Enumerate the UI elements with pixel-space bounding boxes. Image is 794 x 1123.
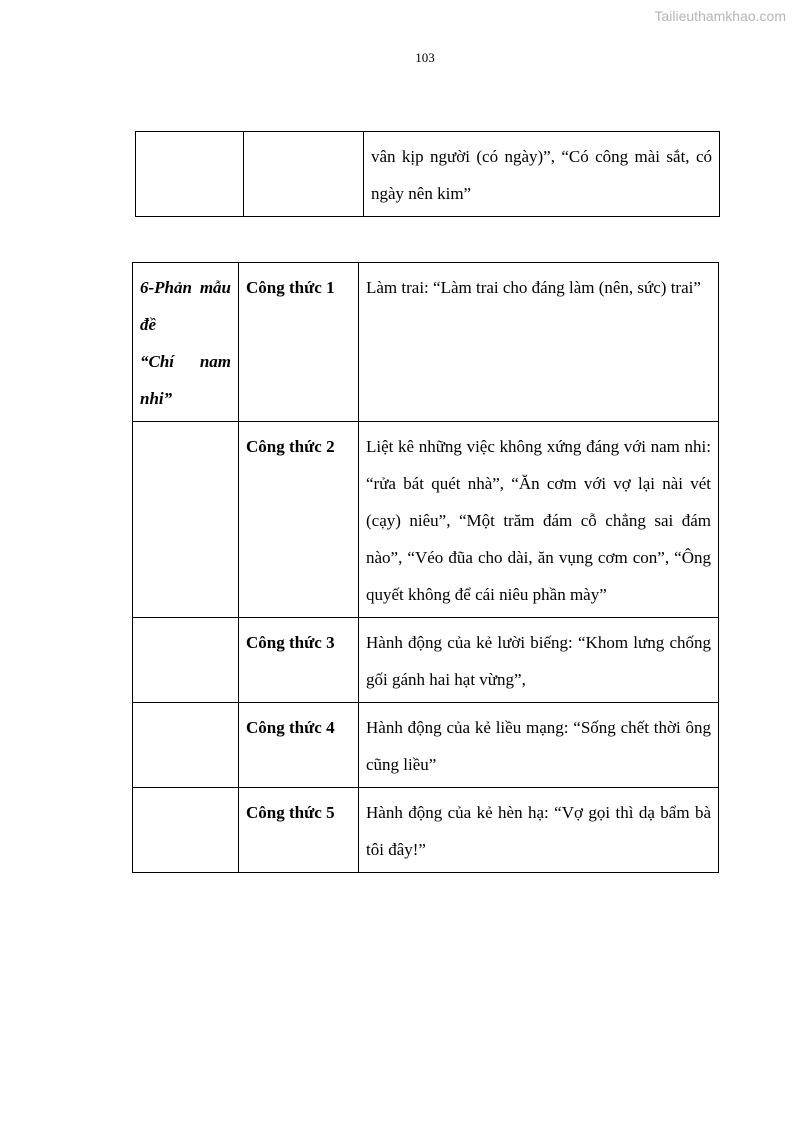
table-row bbox=[133, 422, 719, 618]
table-row bbox=[133, 263, 719, 422]
empty-cell bbox=[133, 618, 239, 703]
formula-content: Liệt kê những việc không xứng đáng với nam nhi: “rửa bát quét nhà”, “Ăn cơm với vợ lại nài vét (cạy) niêu”, “Một trăm đám cỗ chẳng sai đám nào”, “Véo đũa cho dài, ăn vụng cơm con”, “Ông quyết không để cái niêu phần mày” bbox=[359, 422, 719, 618]
watermark: Tailieuthamkhao.com bbox=[654, 8, 786, 24]
table-row bbox=[133, 618, 719, 703]
continuation-table bbox=[135, 131, 720, 217]
section-cell bbox=[136, 132, 244, 217]
table-row bbox=[133, 703, 719, 788]
formula-content: Hành động của kẻ hèn hạ: “Vợ gọi thì dạ bẩm bà tôi đây!” bbox=[359, 788, 719, 873]
formula-label: Công thức 4 bbox=[239, 703, 359, 788]
table-row bbox=[136, 132, 720, 217]
formula-label: Công thức 1 bbox=[239, 263, 359, 422]
table-row bbox=[133, 788, 719, 873]
content-cell: vân kịp người (có ngày)”, “Có công mài sắt, có ngày nên kim” bbox=[364, 132, 720, 217]
formula-cell bbox=[244, 132, 364, 217]
empty-cell bbox=[133, 703, 239, 788]
formula-content: Hành động của kẻ liều mạng: “Sống chết thời ông cũng liều” bbox=[359, 703, 719, 788]
formula-label: Công thức 5 bbox=[239, 788, 359, 873]
section-title-cell bbox=[133, 263, 239, 422]
formula-label: Công thức 3 bbox=[239, 618, 359, 703]
formula-content: Làm trai: “Làm trai cho đáng làm (nên, sức) trai” bbox=[359, 263, 719, 422]
empty-cell bbox=[133, 788, 239, 873]
section-title-line: “Chí nam nhi” bbox=[140, 352, 231, 408]
empty-cell bbox=[133, 422, 239, 618]
formula-content: Hành động của kẻ lười biếng: “Khom lưng chống gối gánh hai hạt vừng”, bbox=[359, 618, 719, 703]
page-number: 103 bbox=[415, 50, 435, 65]
section-title-line: 6-Phản mẫu đề bbox=[140, 278, 231, 334]
formula-table bbox=[132, 262, 719, 873]
formula-label: Công thức 2 bbox=[239, 422, 359, 618]
